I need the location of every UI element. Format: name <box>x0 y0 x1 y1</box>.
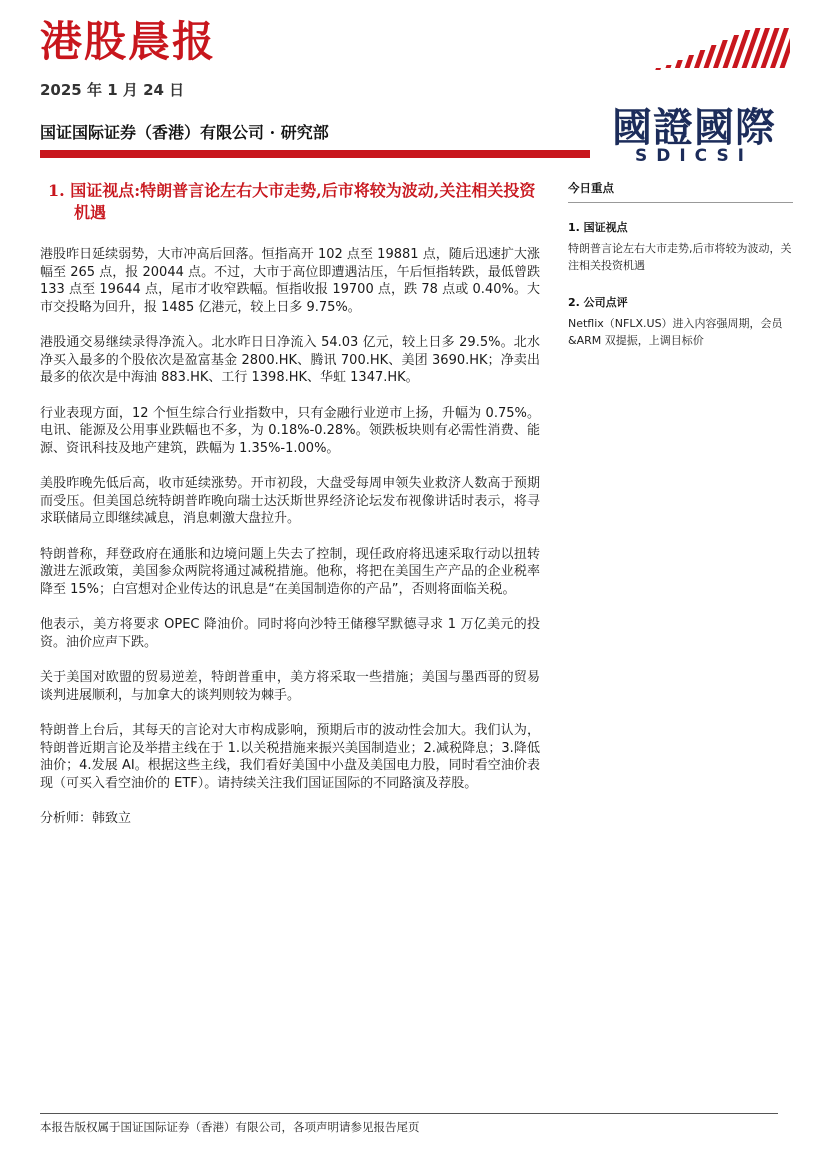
paragraph-trump-policy: 特朗普称，拜登政府在通胀和边境问题上失去了控制，现任政府将迅速采取行动以扭转激进左派政策，美国参众两院将通过减税措施。他称，将把在美国生产产品的企业税率降至 15%；白宫想对企业传达的讯息是“在美国制造你的产品”，否则将面临关税。 <box>40 546 540 597</box>
logo-english-name: SDICSI <box>634 146 754 166</box>
paragraph-opec: 他表示，美方将要求 OPEC 降油价。同时将向沙特王储穆罕默德寻求 1 万亿美元的投资。油价应声下跌。 <box>40 617 540 650</box>
logo-stripe <box>675 60 683 68</box>
footer-divider <box>40 1113 778 1114</box>
logo-stripes-icon <box>598 28 790 106</box>
logo-stripe <box>666 65 672 68</box>
logo-chinese-name: 國證國際 <box>612 104 776 151</box>
main-content <box>40 180 540 828</box>
paragraph-sector-performance: 行业表现方面，12 个恒生综合行业指数中，只有金融行业逆市上扬，升幅为 0.75%。电讯、能源及公用事业跌幅也不多，为 0.18%-0.28%。领跌板块则有必需性消费、能源、资讯科技及地产建筑，跌幅为 1.35%-1.00%。 <box>40 405 540 456</box>
sidebar-item-heading: 1. 国证视点 <box>568 221 628 234</box>
header-divider <box>40 150 590 158</box>
report-date: 2025 年 1 月 24 日 <box>40 81 185 99</box>
logo-stripe <box>655 68 661 70</box>
company-logo <box>598 28 790 168</box>
company-department: 国证国际证券（香港）有限公司 · 研究部 <box>40 123 329 142</box>
logo-stripe <box>685 55 695 68</box>
sidebar-item-text: Netflix（NFLX.US）进入内容强周期，会员&ARM 双提振，上调目标价 <box>568 317 783 347</box>
logo-stripe <box>694 50 705 68</box>
paragraph-trade: 关于美国对欧盟的贸易逆差，特朗普重申，美方将采取一些措施；美国与墨西哥的贸易谈判进展顺利，与加拿大的谈判则较为棘手。 <box>40 670 540 703</box>
paragraph-outlook: 特朗普上台后，其每天的言论对大市构成影响，预期后市的波动性会加大。我们认为，特朗普近期言论及举措主线在于 1.以关税措施来振兴美国制造业；2.减税降息；3.降低油价；4.发展 AI。根据这些主线，我们看好美国中小盘及美国电力股，同时看空油价表现（可买入看空油价的 ETF）。请持续关注我们国证国际的不同路演及荐股。 <box>40 723 540 791</box>
section-title: 1. 国证视点:特朗普言论左右大市走势,后市将较为波动,关注相关投资机遇 <box>48 181 536 222</box>
sidebar-item-text: 特朗普言论左右大市走势,后市将较为波动，关注相关投资机遇 <box>568 242 792 272</box>
paragraph-southbound-flow: 港股通交易继续录得净流入。北水昨日日净流入 54.03 亿元，较上日多 29.5%。北水净买入最多的个股依次是盈富基金 2800.HK、腾讯 700.HK、美团 3690.HK；净卖出最多的依次是中海油 883.HK、工行 1398.HK、华虹 1347.HK。 <box>40 335 540 385</box>
sidebar-title: 今日重点 <box>568 180 793 203</box>
sidebar-item-heading: 2. 公司点评 <box>568 296 628 309</box>
report-title: 港股晨报 <box>40 17 217 66</box>
analyst-name: 分析师：韩致立 <box>40 811 132 826</box>
sidebar-highlights <box>568 180 793 369</box>
paragraph-market-summary: 港股昨日延续弱势，大市冲高后回落。恒指高开 102 点至 19881 点，随后迅速扩大涨幅至 265 点，报 20044 点。不过，大市于高位即遭遇沽压，午后恒指转跌，最低曾跌 133 点至 19644 点，尾市才收窄跌幅。恒指收报 19700 点，跌 78 点或 0.40%。大市交投略为回升，报 1485 亿港元，较上日多 9.75%。 <box>40 247 540 315</box>
paragraph-us-market: 美股昨晚先低后高，收市延续涨势。开市初段，大盘受每周申领失业救济人数高于预期而受压。但美国总统特朗普昨晚向瑞士达沃斯世界经济论坛发布视像讲话时表示，将寻求联储局立即继续减息，消息刺激大盘拉升。 <box>40 476 540 526</box>
footer-disclaimer: 本报告版权属于国证国际证券（香港）有限公司，各项声明请参见报告尾页 <box>40 1120 420 1134</box>
